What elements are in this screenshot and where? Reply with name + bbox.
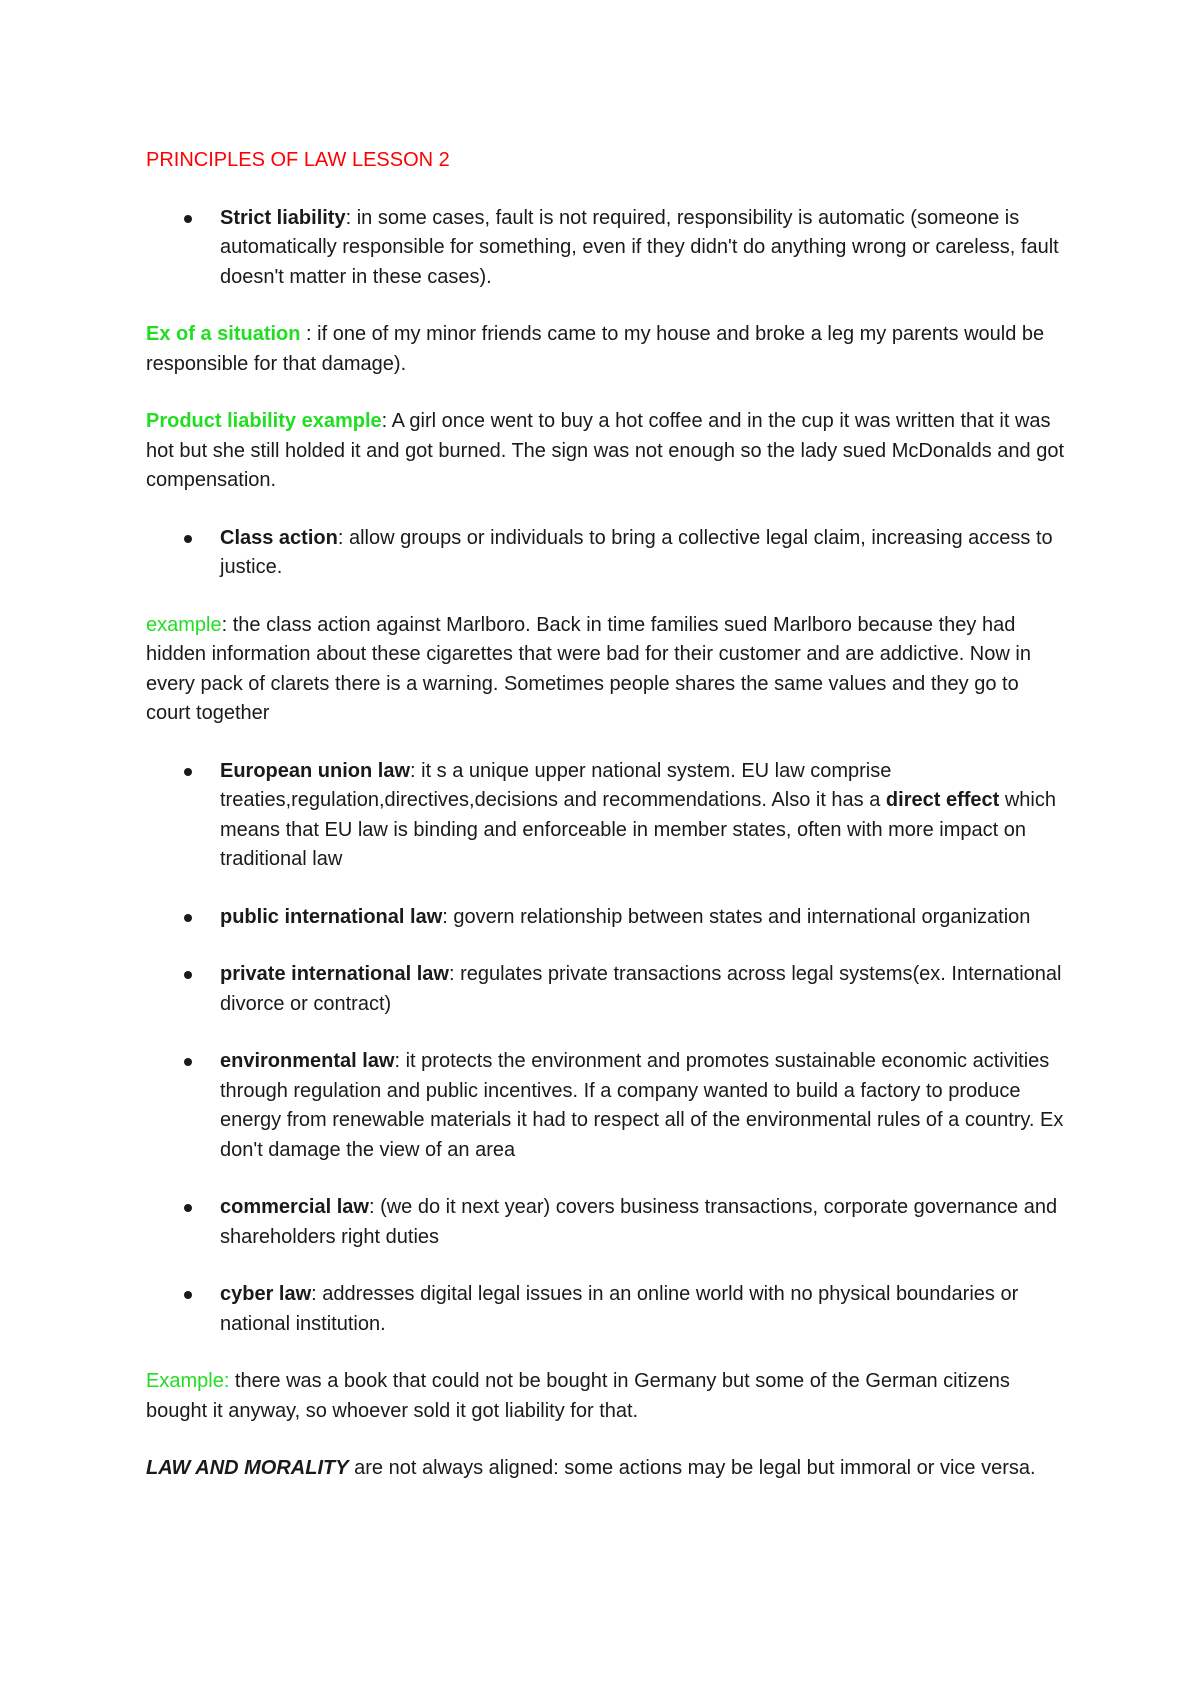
text-commercial-law: : (we do it next year) covers business transactions, corporate governance and shareholders right duties — [220, 1196, 1058, 1248]
bullet-class-action — [146, 524, 1066, 583]
paragraph-law-morality — [146, 1454, 1066, 1484]
bullet-dot-icon — [184, 215, 192, 223]
bullet-cyber-law — [146, 1280, 1066, 1339]
term-law-morality: LAW AND MORALITY — [146, 1457, 349, 1479]
document-page — [146, 146, 1066, 1512]
text-situation-example: : if one of my minor friends came to my house and broke a leg my parents would be responsible for that damage). — [146, 323, 1045, 375]
bullet-dot-icon — [184, 535, 192, 543]
term-strict-liability: Strict liability — [220, 206, 346, 229]
term-public-international-law: public international law — [220, 905, 443, 928]
text-cyber-law: : addresses digital legal issues in an online world with no physical boundaries or national institution. — [220, 1283, 1019, 1335]
text-eu-law-1: : it s a unique upper national system. EU law comprise treaties,regulation,directives,decisions and recommendations. Also it has a — [220, 759, 892, 811]
label-product-liability-example: Product liability example — [146, 410, 382, 432]
bullet-eu-law — [146, 757, 1066, 875]
text-strict-liability: : in some cases, fault is not required, responsibility is automatic (someone is automatically responsible for something, even if they didn't do anything wrong or careless, fault doesn't matter in these cases). — [220, 206, 1059, 288]
bullet-dot-icon — [184, 914, 192, 922]
bullet-dot-icon — [184, 1058, 192, 1066]
bullet-private-international-law — [146, 960, 1066, 1019]
text-public-international-law: : govern relationship between states and international organization — [442, 905, 1031, 928]
label-cyber-example: Example: — [146, 1370, 230, 1392]
bullet-commercial-law — [146, 1193, 1066, 1252]
term-cyber-law: cyber law — [220, 1283, 312, 1305]
bullet-dot-icon — [184, 971, 192, 979]
text-eu-law-2: which means that EU law is binding and enforceable in member states, often with more impact on traditional law — [220, 789, 1056, 870]
text-environmental-law: : it protects the environment and promotes sustainable economic activities through regulation and public incentives. If a company wanted to build a factory to produce energy from renewable materials it had to respect all of the environmental rules of a country. Ex don't damage the view of an area — [220, 1050, 1064, 1161]
term-direct-effect: direct effect — [885, 789, 1000, 811]
paragraph-cyber-example — [146, 1367, 1066, 1426]
text-private-international-law: : regulates private transactions across legal systems(ex. International divorce or contract) — [220, 963, 1062, 1015]
label-situation-example: Ex of a situation — [146, 323, 301, 345]
text-product-liability-example: : A girl once went to buy a hot coffee and in the cup it was written that it was hot but she still holded it and got burned. The sign was not enough so the lady sued McDonalds and got compensation. — [146, 410, 1065, 491]
paragraph-product-liability-example — [146, 407, 1066, 496]
term-commercial-law: commercial law — [220, 1196, 369, 1218]
bullet-dot-icon — [184, 768, 192, 776]
paragraph-situation-example — [146, 320, 1066, 379]
text-class-action-example: : the class action against Marlboro. Back in time families sued Marlboro because they had hidden information about these cigarettes that were bad for their customer and are addictive. Now in every pack of clarets there is a warning. Sometimes people shares the same values and they go to court together — [146, 613, 1031, 724]
text-cyber-example: there was a book that could not be bought in Germany but some of the German citizens bought it anyway, so whoever sold it got liability for that. — [146, 1370, 1010, 1422]
paragraph-class-action-example — [146, 611, 1066, 729]
bullet-environmental-law — [146, 1047, 1066, 1165]
text-law-morality: are not always aligned: some actions may be legal but immoral or vice versa. — [348, 1457, 1036, 1479]
bullet-strict-liability — [146, 204, 1066, 293]
term-environmental-law: environmental law — [220, 1050, 395, 1072]
page-title: PRINCIPLES OF LAW LESSON 2 — [146, 149, 450, 171]
term-private-international-law: private international law — [220, 963, 449, 985]
bullet-public-international-law — [146, 903, 1066, 933]
text-class-action: : allow groups or individuals to bring a collective legal claim, increasing access to justice. — [220, 526, 1053, 578]
bullet-dot-icon — [184, 1204, 192, 1212]
term-class-action: Class action — [220, 526, 338, 549]
term-eu-law: European union law — [220, 759, 411, 782]
bullet-dot-icon — [184, 1291, 192, 1299]
label-class-action-example: example — [146, 613, 222, 636]
